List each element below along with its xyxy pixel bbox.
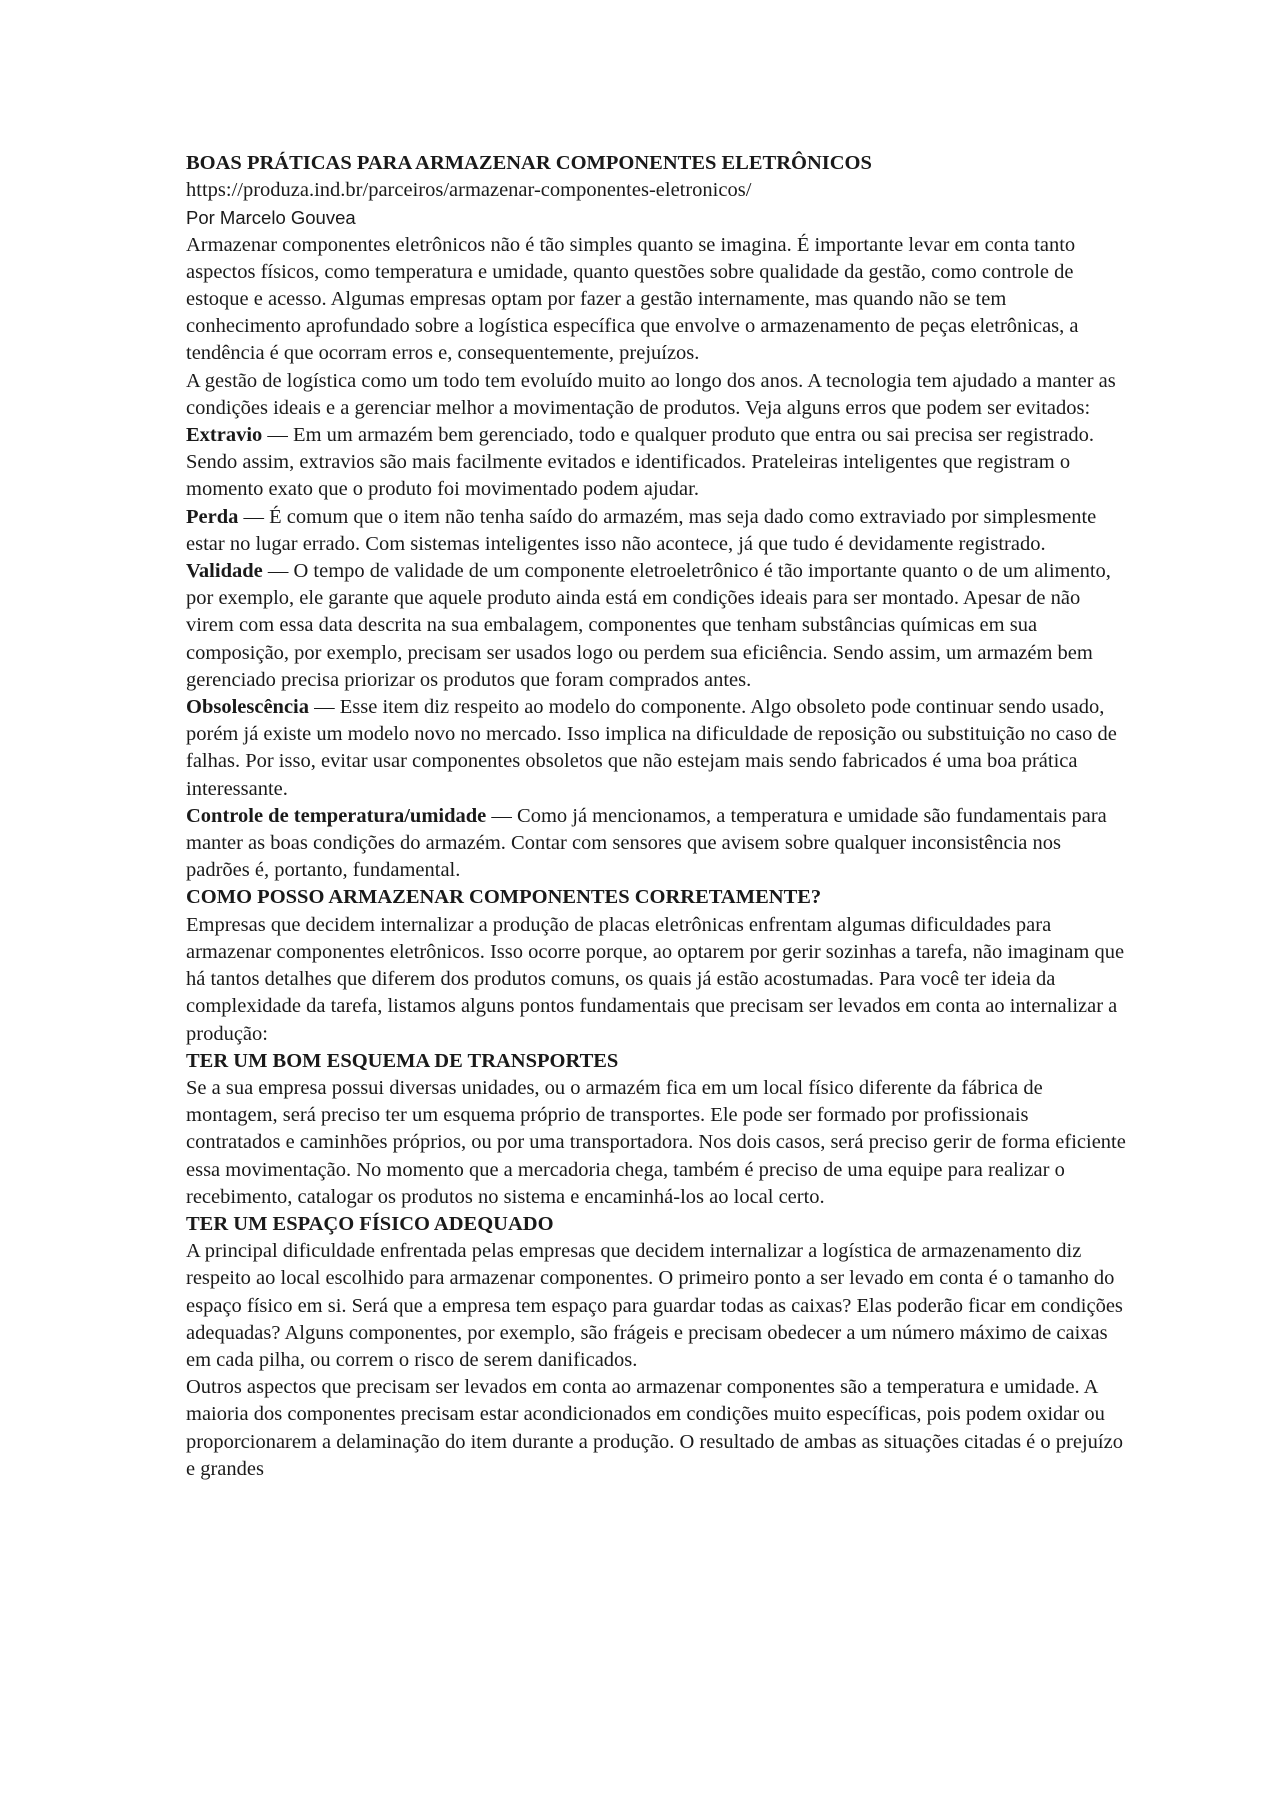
error-description: — Esse item diz respeito ao modelo do componente. Algo obsoleto pode continuar sendo usado, porém já existe um modelo novo no mercado. Isso implica na dificuldade de reposição ou substituição no caso de falhas. Por isso, evitar usar componentes obsoletos que não estejam mais sendo fabricados é uma boa prática interessante. <box>186 696 1117 800</box>
error-term: Extravio <box>186 424 263 447</box>
error-item-controle <box>186 803 1126 885</box>
error-item-obsolescencia <box>186 694 1126 803</box>
error-item-extravio <box>186 422 1126 504</box>
error-item-perda <box>186 504 1126 558</box>
section-transport-paragraph: Se a sua empresa possui diversas unidades, ou o armazém fica em um local físico diferente da fábrica de montagem, será preciso ter um esquema próprio de transportes. Ele pode ser formado por profissionais contratados e caminhões próprios, ou por uma transportadora. Nos dois casos, será preciso gerir de forma eficiente essa movimentação. No momento que a mercadoria chega, também é preciso de uma equipe para realizar o recebimento, catalogar os produtos no sistema e encaminhá-los ao local certo. <box>186 1076 1126 1208</box>
error-term: Validade <box>186 560 263 583</box>
section-heading-space: TER UM ESPAÇO FÍSICO ADEQUADO <box>186 1212 554 1235</box>
section-how-paragraph: Empresas que decidem internalizar a produção de placas eletrônicas enfrentam algumas dificuldades para armazenar componentes eletrônicos. Isso ocorre porque, ao optarem por gerir sozinhas a tarefa, não imaginam que há tantos detalhes que diferem dos produtos comuns, os quais já estão acostumadas. Para você ter ideia da complexidade da tarefa, listamos alguns pontos fundamentais que precisam ser levados em conta ao internalizar a produção: <box>186 913 1125 1045</box>
error-description: — Como já mencionamos, a temperatura e umidade são fundamentais para manter as boas condições do armazém. Contar com sensores que avisem sobre qualquer inconsistência nos padrões é, portanto, fundamental. <box>186 804 1107 882</box>
author-byline: Por Marcelo Gouvea <box>186 207 356 229</box>
error-term: Controle de temperatura/umidade <box>186 804 487 827</box>
error-description: — É comum que o item não tenha saído do armazém, mas seja dado como extraviado por simplesmente estar no lugar errado. Com sistemas inteligentes isso não acontece, já que tudo é devidamente registrado. <box>186 505 1097 555</box>
intro-paragraph-1: Armazenar componentes eletrônicos não é tão simples quanto se imagina. É importante levar em conta tanto aspectos físicos, como temperatura e umidade, quanto questões sobre qualidade da gestão, como controle de estoque e acesso. Algumas empresas optam por fazer a gestão internamente, mas quando não se tem conhecimento aprofundado sobre a logística específica que envolve o armazenamento de peças eletrônicas, a tendência é que ocorram erros e, consequentemente, prejuízos. <box>186 233 1079 365</box>
intro-paragraph-2: A gestão de logística como um todo tem evoluído muito ao longo dos anos. A tecnologia tem ajudado a manter as condições ideais e a gerenciar melhor a movimentação de produtos. Veja alguns erros que podem ser evitados: <box>186 369 1116 419</box>
section-space-paragraph-1: A principal dificuldade enfrentada pelas empresas que decidem internalizar a logística de armazenamento diz respeito ao local escolhido para armazenar componentes. O primeiro ponto a ser levado em conta é o tamanho do espaço físico em si. Será que a empresa tem espaço para guardar todas as caixas? Elas poderão ficar em condições adequadas? Alguns componentes, por exemplo, são frágeis e precisam obedecer a um número máximo de caixas em cada pilha, ou correm o risco de serem danificados. <box>186 1240 1123 1371</box>
document-title: BOAS PRÁTICAS PARA ARMAZENAR COMPONENTES ELETRÔNICOS <box>186 152 872 174</box>
section-heading-transport: TER UM BOM ESQUEMA DE TRANSPORTES <box>186 1049 619 1072</box>
error-item-validade <box>186 558 1126 694</box>
error-description: — Em um armazém bem gerenciado, todo e qualquer produto que entra ou sai precisa ser registrado. Sendo assim, extravios são mais facilmente evitados e identificados. Prateleiras inteligentes que registram o momento exato que o produto foi movimentado podem ajudar. <box>186 424 1094 501</box>
section-space-paragraph-2: Outros aspectos que precisam ser levados em conta ao armazenar componentes são a temperatura e umidade. A maioria dos componentes precisam estar acondicionados em condições muito específicas, pois podem oxidar ou proporcionarem a delaminação do item durante a produção. O resultado de ambas as situações citadas é o prejuízo e grandes <box>186 1376 1123 1480</box>
section-heading-how: COMO POSSO ARMAZENAR COMPONENTES CORRETAMENTE? <box>186 886 822 909</box>
source-url: https://produza.ind.br/parceiros/armazenar-componentes-eletronicos/ <box>186 179 752 202</box>
error-term: Obsolescência <box>186 696 309 719</box>
error-description: — O tempo de validade de um componente eletroeletrônico é tão importante quanto o de um alimento, por exemplo, ele garante que aquele produto ainda está em condições ideais para ser montado. Apesar de não virem com essa data descrita na sua embalagem, componentes que tenham substâncias químicas em sua composição, por exemplo, precisam ser usados logo ou perdem sua eficiência. Sendo assim, um armazém bem gerenciado precisa priorizar os produtos que foram comprados antes. <box>186 560 1111 691</box>
error-term: Perda <box>186 505 239 528</box>
document-page <box>186 150 1126 1483</box>
